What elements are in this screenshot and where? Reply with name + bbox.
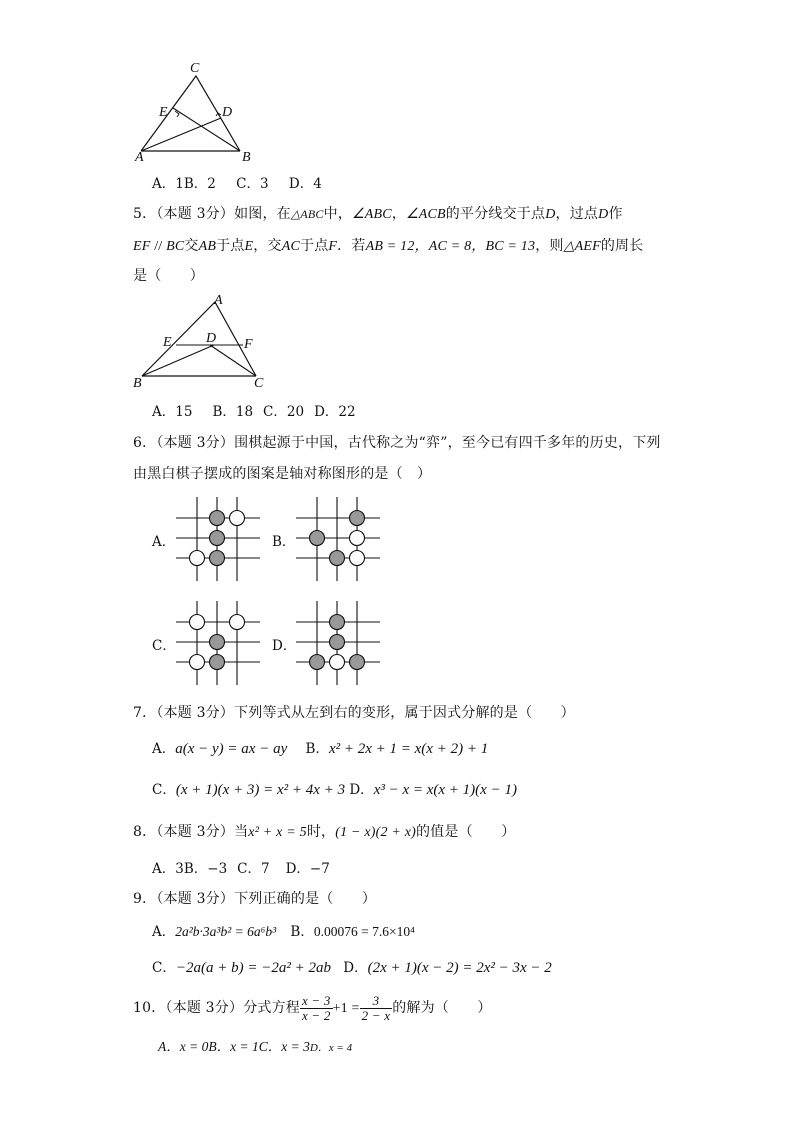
math: E — [244, 239, 254, 254]
fraction-1-numerator: x − 3 — [302, 992, 331, 1008]
q10-line1 — [133, 990, 492, 1026]
question-number: 8． — [133, 824, 157, 840]
fig1-label-a: A — [135, 150, 144, 165]
q5-text: 的周长 — [600, 238, 644, 254]
go-board-b — [296, 497, 380, 581]
q6-line1 — [133, 432, 661, 452]
fig2-label-a: A — [214, 293, 223, 308]
q7-option-c: (x + 1)(x + 3) = x² + 4x + 3 — [175, 782, 346, 798]
fraction-2-numerator: 3 — [360, 994, 393, 1009]
q5-text: 于点 — [216, 238, 245, 254]
q9-line1 — [133, 888, 376, 908]
math: △AEF — [563, 239, 601, 254]
q9-option-b: 0.00076 = 7.6×10⁴ — [313, 924, 415, 939]
score-tag: （本题 3分） — [156, 891, 235, 907]
q10-option-c: C．x = 3 — [258, 1039, 310, 1054]
q9-option-a: 2a²b·3a³b² = 6a⁶b³ — [175, 924, 277, 939]
score-tag: （本题 3分） — [156, 206, 235, 222]
q6-option-b-label: B． — [272, 534, 296, 550]
math: ∠ABC — [352, 207, 392, 222]
score-tag: （本题 3分） — [156, 705, 235, 721]
q8-text: 时， — [306, 824, 336, 840]
math: AC — [281, 239, 300, 254]
go-board-c — [176, 601, 260, 685]
q5-option-c: C．20 — [263, 404, 305, 420]
math: EF — [133, 239, 151, 254]
q5-options — [152, 400, 356, 420]
q4-option-c: C．3 — [236, 176, 269, 192]
q8-line1 — [133, 821, 515, 841]
q7-options-row2 — [152, 778, 517, 799]
q5-line3: 是（ ） — [133, 268, 204, 284]
q8-option-c: C．7 — [237, 861, 270, 877]
q8-option-d: D．−7 — [285, 861, 330, 877]
q9-option-c-label: C． — [152, 960, 176, 976]
math: ∠ACB — [406, 207, 446, 222]
fraction-1-denominator: x − 2 — [302, 1007, 331, 1023]
q5-text: 作 — [608, 206, 623, 222]
math: △ABC — [290, 207, 324, 221]
q10-option-d: D．x = 4 — [309, 1042, 353, 1054]
q5-line1 — [133, 203, 623, 223]
q6-line2: 由黑白棋子摆成的图案是轴对称图形的是（ ） — [133, 466, 432, 482]
score-tag: （本题 3分） — [165, 1000, 244, 1016]
q5-text: 交 — [184, 238, 199, 254]
q7-option-b: x² + 2x + 1 = x(x + 2) + 1 — [328, 741, 489, 757]
fraction-1 — [300, 994, 333, 1023]
q10-text: 分式方程 — [243, 1000, 300, 1016]
q9-text: 下列正确的是（ ） — [234, 891, 377, 907]
q5-option-a: A．15 — [152, 404, 193, 420]
fig2-label-f: F — [244, 337, 253, 352]
q7-option-d-label: D． — [349, 782, 374, 798]
q9-option-d-label: D． — [343, 960, 368, 976]
q7-option-c-label: C． — [152, 782, 176, 798]
q4-option-a: A．1 — [152, 176, 184, 192]
fig1-label-e: E — [159, 105, 168, 120]
q8-text: 的值是（ ） — [416, 824, 516, 840]
fraction-2 — [360, 994, 393, 1023]
q9-option-a-label: A． — [152, 924, 176, 940]
fig2-label-d: D — [206, 331, 217, 346]
q9-options-row1 — [152, 920, 415, 940]
fig2-label-c: C — [254, 376, 264, 391]
q5-text: ．若 — [337, 238, 366, 254]
q10-text: 的解为（ ） — [392, 1000, 492, 1016]
q9-option-c: −2a(a + b) = −2a² + 2ab — [175, 960, 331, 976]
math: BC — [166, 239, 185, 254]
q7-line1 — [133, 702, 575, 722]
q10-option-b: B．x = 1 — [208, 1039, 259, 1054]
math: x² + x = 5 — [248, 825, 307, 840]
q5-text: ， — [391, 206, 406, 222]
q7-text: 下列等式从左到右的变形，属于因式分解的是（ ） — [234, 705, 575, 721]
q5-text: 于点 — [300, 238, 329, 254]
q9-options-row2 — [152, 956, 552, 977]
math: (1 − x)(2 + x) — [335, 825, 416, 840]
question-number: 9． — [133, 891, 157, 907]
math: +1 = — [332, 1001, 360, 1016]
math: AB — [198, 239, 217, 254]
fig2-label-b: B — [133, 376, 142, 391]
question-number: 5． — [133, 206, 157, 222]
q5-line2 — [133, 235, 643, 255]
q5-option-b: B．18 — [212, 404, 254, 420]
question-number: 10． — [133, 1000, 166, 1016]
q10-option-a: A．x = 0 — [158, 1039, 209, 1054]
fig2-label-e: E — [163, 335, 172, 350]
fraction-2-denominator: 2 − x — [361, 1007, 391, 1023]
q5-text: 中， — [323, 206, 352, 222]
q8-text: 当 — [234, 824, 249, 840]
math: // — [150, 239, 167, 254]
math: AB = 12，AC = 8，BC = 13 — [365, 239, 536, 254]
q9-option-d: (2x + 1)(x − 2) = 2x² − 3x − 2 — [367, 960, 552, 976]
fig1-label-d: D — [222, 105, 233, 120]
q5-text: 如图，在 — [234, 206, 291, 222]
q6-text: 围棋起源于中国，古代称之为“弈”，至今已有四千多年的历史，下列 — [234, 435, 661, 451]
question-number: 6． — [133, 435, 157, 451]
q8-options — [152, 857, 330, 877]
go-board-a — [176, 497, 260, 581]
math: D — [598, 207, 609, 222]
q5-option-d: D．22 — [314, 404, 356, 420]
q5-text: 的平分线交于点 — [445, 206, 546, 222]
go-board-d — [296, 601, 380, 685]
q8-option-a: A．3 — [152, 861, 184, 877]
q10-options — [158, 1035, 352, 1055]
q7-option-a-label: A． — [152, 741, 176, 757]
q8-option-b: B．−3 — [183, 861, 228, 877]
q6-option-d-label: D． — [272, 638, 297, 654]
score-tag: （本题 3分） — [156, 824, 235, 840]
q4-option-b: B．2 — [183, 176, 216, 192]
q6-option-c-label: C． — [152, 638, 176, 654]
q7-option-d: x³ − x = x(x + 1)(x − 1) — [373, 782, 517, 798]
q4-options — [152, 172, 322, 192]
math: D — [545, 207, 556, 222]
q5-text: ，交 — [253, 238, 282, 254]
q5-text: ，则 — [535, 238, 564, 254]
question-number: 7． — [133, 705, 157, 721]
q7-options-row1 — [152, 737, 488, 758]
q4-option-d: D．4 — [288, 176, 322, 192]
math: F — [328, 239, 338, 254]
fig1-label-b: B — [242, 150, 251, 165]
fig1-label-c: C — [190, 61, 200, 76]
q9-option-b-label: B． — [290, 924, 314, 940]
q6-option-a-label: A． — [152, 534, 176, 550]
score-tag: （本题 3分） — [156, 435, 235, 451]
figure-triangle-altitudes — [130, 58, 260, 168]
figure-triangle-bisectors — [128, 288, 278, 393]
q7-option-a: a(x − y) = ax − ay — [175, 741, 288, 757]
q5-text: ，过点 — [555, 206, 599, 222]
q7-option-b-label: B． — [305, 741, 329, 757]
